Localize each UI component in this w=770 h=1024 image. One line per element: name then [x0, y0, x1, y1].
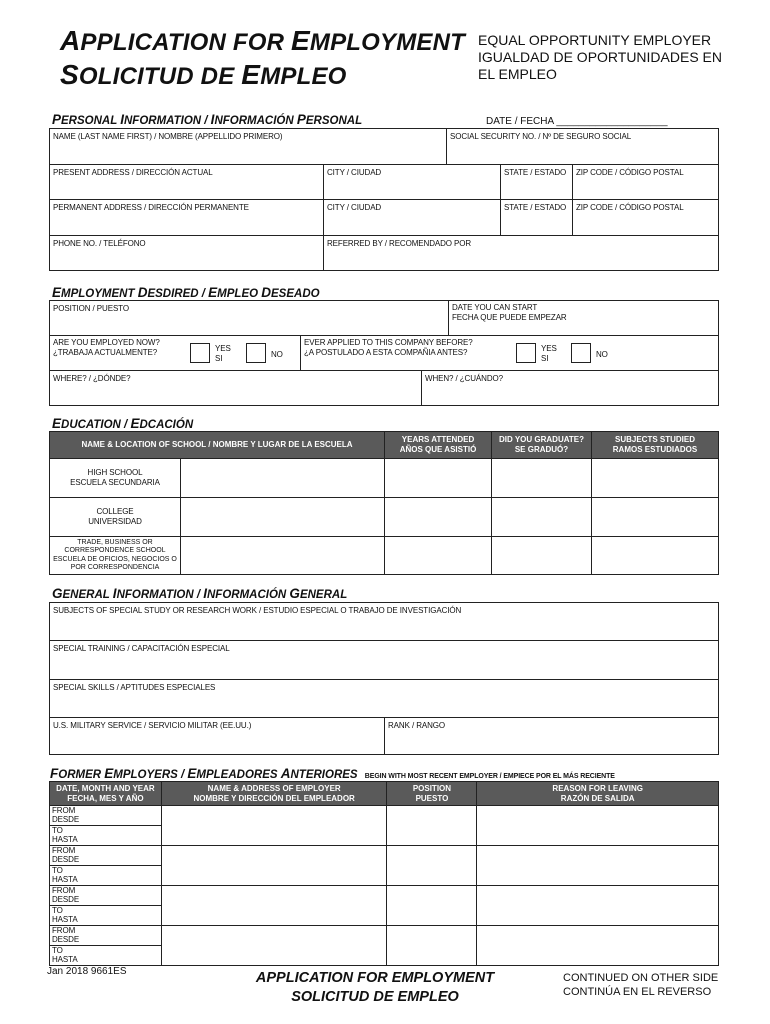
emp-3-employer-input[interactable] [161, 886, 387, 926]
emp-2-to-date[interactable]: TO HASTA [50, 866, 162, 886]
where-field[interactable]: WHERE? / ¿DÓNDE? [49, 370, 422, 406]
edu-col-years: YEARS ATTENDED AÑOS QUE ASISTIÓ [385, 432, 492, 459]
emp-1-employer-input[interactable] [161, 806, 387, 846]
employed-yes-label: YES SI [215, 344, 231, 363]
applied-yes-checkbox[interactable] [516, 343, 536, 363]
edu-college-subjects-input[interactable] [592, 498, 719, 537]
applied-yes-label: YES SI [541, 344, 557, 363]
emp-row-3-from [50, 886, 719, 906]
edu-col-school: NAME & LOCATION OF SCHOOL / NOMBRE Y LUGAR DE LA ESCUELA [50, 432, 385, 459]
when-field[interactable]: WHEN? / ¿CUÁNDO? [421, 370, 719, 406]
edu-college-years-input[interactable] [385, 498, 492, 537]
employed-no-label: NO [271, 350, 283, 359]
special-skills-field[interactable]: SPECIAL SKILLS / APTITUDES ESPECIALES [49, 679, 719, 718]
city-field-1[interactable]: CITY / CIUDAD [323, 164, 501, 200]
emp-col-employer: NAME & ADDRESS OF EMPLOYER NOMBRE Y DIRECCIÓN DEL EMPLEADOR [161, 782, 387, 806]
edu-label-high-school: HIGH SCHOOL ESCUELA SECUNDARIA [50, 459, 181, 498]
edu-hs-school-input[interactable] [181, 459, 385, 498]
emp-row-2-from [50, 846, 719, 866]
permanent-address-field[interactable]: PERMANENT ADDRESS / DIRECCIÓN PERMANENTE [49, 199, 324, 236]
date-field[interactable]: DATE / FECHA ____________________ [486, 116, 668, 127]
edu-row-high-school [50, 459, 719, 498]
emp-4-reason-input[interactable] [477, 926, 719, 966]
footer-title: APPLICATION FOR EMPLOYMENT SOLICITUD DE EMPLEO [255, 970, 495, 1005]
emp-1-to-date[interactable]: TO HASTA [50, 826, 162, 846]
applied-no-checkbox[interactable] [571, 343, 591, 363]
equal-opportunity-notice: EQUAL OPPORTUNITY EMPLOYER IGUALDAD DE OPORTUNIDADES EN EL EMPLEO [478, 32, 723, 82]
emp-1-reason-input[interactable] [477, 806, 719, 846]
former-employers-table [49, 781, 719, 966]
ssn-field[interactable]: SOCIAL SECURITY NO. / Nº DE SEGURO SOCIAL [446, 128, 719, 165]
phone-field[interactable]: PHONE NO. / TELÉFONO [49, 235, 324, 271]
emp-3-position-input[interactable] [387, 886, 477, 926]
emp-3-to-date[interactable]: TO HASTA [50, 906, 162, 926]
edu-trade-subjects-input[interactable] [592, 537, 719, 575]
general-info-heading: GENERAL INFORMATION / INFORMACIÓN GENERAL [52, 586, 348, 601]
employed-now-question: ARE YOU EMPLOYED NOW? ¿TRABAJA ACTUALMENTE? [49, 335, 301, 371]
emp-4-to-date[interactable]: TO HASTA [50, 946, 162, 966]
employment-desired-heading: EMPLOYMENT DESDIRED / EMPLEO DESEADO [52, 285, 320, 300]
emp-col-reason: REASON FOR LEAVING RAZÓN DE SALIDA [477, 782, 719, 806]
edu-col-subjects: SUBJECTS STUDIED RAMOS ESTUDIADOS [592, 432, 719, 459]
special-training-field[interactable]: SPECIAL TRAINING / CAPACITACIÓN ESPECIAL [49, 640, 719, 680]
emp-row-1-from [50, 806, 719, 826]
emp-4-position-input[interactable] [387, 926, 477, 966]
edu-trade-years-input[interactable] [385, 537, 492, 575]
city-field-2[interactable]: CITY / CIUDAD [323, 199, 501, 236]
emp-row-4-from [50, 926, 719, 946]
applied-no-label: NO [596, 350, 608, 359]
continued-notice: CONTINUED ON OTHER SIDE CONTINÚA EN EL REVERSO [563, 972, 719, 998]
form-title-spanish: SOLICITUD DE EMPLEO [60, 59, 347, 90]
edu-col-graduate: DID YOU GRADUATE? SE GRADUÓ? [492, 432, 592, 459]
position-field[interactable]: POSITION / PUESTO [49, 300, 449, 336]
personal-info-heading: PERSONAL INFORMATION / INFORMACIÓN PERSONAL [52, 112, 363, 127]
present-address-field[interactable]: PRESENT ADDRESS / DIRECCIÓN ACTUAL [49, 164, 324, 200]
edu-hs-years-input[interactable] [385, 459, 492, 498]
state-field-1[interactable]: STATE / ESTADO [500, 164, 573, 200]
emp-4-employer-input[interactable] [161, 926, 387, 966]
former-employers-heading: FORMER EMPLOYERS / EMPLEADORES ANTERIORES BEGIN WITH MOST RECENT EMPLOYER / EMPIECE POR EL MÁS RECIENTE [50, 766, 615, 781]
form-title-english: APPLICATION FOR EMPLOYMENT [60, 25, 466, 56]
rank-field[interactable]: RANK / RANGO [384, 717, 719, 755]
edu-row-trade [50, 537, 719, 575]
edu-trade-graduate-input[interactable] [492, 537, 592, 575]
military-service-field[interactable]: U.S. MILITARY SERVICE / SERVICIO MILITAR (EE.UU.) [49, 717, 385, 755]
applied-before-question: EVER APPLIED TO THIS COMPANY BEFORE? ¿A POSTULADO A ESTA COMPAÑIA ANTES? [300, 335, 719, 371]
start-date-field[interactable]: DATE YOU CAN START FECHA QUE PUEDE EMPEZAR [448, 300, 719, 336]
emp-2-employer-input[interactable] [161, 846, 387, 886]
edu-hs-subjects-input[interactable] [592, 459, 719, 498]
state-field-2[interactable]: STATE / ESTADO [500, 199, 573, 236]
zip-field-1[interactable]: ZIP CODE / CÓDIGO POSTAL [572, 164, 719, 200]
emp-2-reason-input[interactable] [477, 846, 719, 886]
zip-field-2[interactable]: ZIP CODE / CÓDIGO POSTAL [572, 199, 719, 236]
form-code: Jan 2018 9661ES [47, 966, 127, 977]
edu-college-school-input[interactable] [181, 498, 385, 537]
edu-trade-school-input[interactable] [181, 537, 385, 575]
emp-3-from-date[interactable]: FROM DESDE [50, 886, 162, 906]
emp-1-position-input[interactable] [387, 806, 477, 846]
special-study-field[interactable]: SUBJECTS OF SPECIAL STUDY OR RESEARCH WORK / ESTUDIO ESPECIAL O TRABAJO DE INVESTIGACIÓN [49, 602, 719, 641]
emp-2-position-input[interactable] [387, 846, 477, 886]
emp-2-from-date[interactable]: FROM DESDE [50, 846, 162, 866]
former-employers-note: BEGIN WITH MOST RECENT EMPLOYER / EMPIECE POR EL MÁS RECIENTE [364, 773, 615, 780]
name-field[interactable]: NAME (LAST NAME FIRST) / NOMBRE (APPELLIDO PRIMERO) [49, 128, 447, 165]
edu-row-college [50, 498, 719, 537]
edu-label-college: COLLEGE UNIVERSIDAD [50, 498, 181, 537]
referred-by-field[interactable]: REFERRED BY / RECOMENDADO POR [323, 235, 719, 271]
emp-col-position: POSITION PUESTO [387, 782, 477, 806]
education-table [49, 431, 719, 575]
edu-hs-graduate-input[interactable] [492, 459, 592, 498]
edu-college-graduate-input[interactable] [492, 498, 592, 537]
employed-yes-checkbox[interactable] [190, 343, 210, 363]
emp-col-date: DATE, MONTH AND YEAR FECHA, MES Y AÑO [50, 782, 162, 806]
emp-4-from-date[interactable]: FROM DESDE [50, 926, 162, 946]
employed-no-checkbox[interactable] [246, 343, 266, 363]
emp-1-from-date[interactable]: FROM DESDE [50, 806, 162, 826]
education-heading: EDUCATION / EDCACIÓN [52, 416, 194, 431]
edu-label-trade: TRADE, BUSINESS OR CORRESPONDENCE SCHOOL ESCUELA DE OFICIOS, NEGOCIOS O POR CORRESPONDENCIA [50, 537, 181, 575]
emp-3-reason-input[interactable] [477, 886, 719, 926]
